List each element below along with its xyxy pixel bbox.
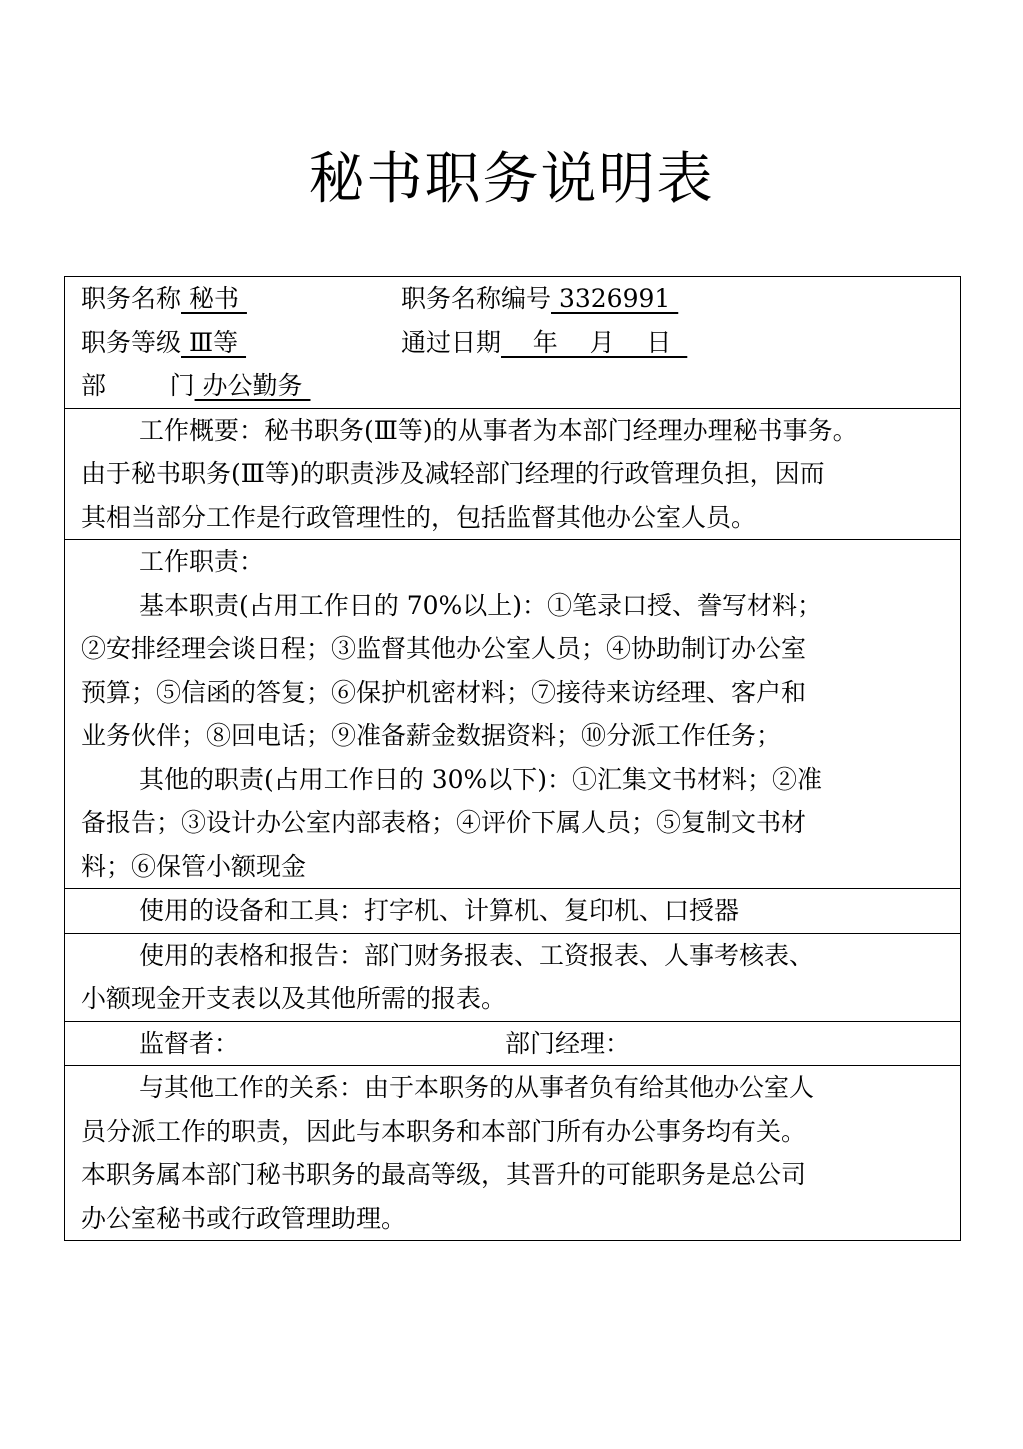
- forms-line: 小额现金开支表以及其他所需的报表。: [81, 984, 507, 1013]
- approval-date-label: 通过日期: [401, 327, 502, 357]
- basic-duties-line: 预算；⑤信函的答复；⑥保护机密材料；⑦接待来访经理、客户和: [81, 677, 807, 707]
- header-line-2: [81, 321, 960, 365]
- job-grade-value: Ⅲ等: [181, 327, 247, 357]
- basic-duties-line: 业务伙伴；⑧回电话；⑨准备薪金数据资料；⑩分派工作任务；: [81, 721, 782, 750]
- header-line-1: [81, 277, 960, 321]
- signature-line: [81, 1022, 960, 1066]
- equipment-text: 使用的设备和工具：打字机、计算机、复印机、口授器: [139, 896, 740, 925]
- equipment-section: [65, 888, 960, 933]
- basic-duties-line: ②安排经理会谈日程；③监督其他办公室人员；④协助制订办公室: [81, 634, 807, 663]
- job-code-value: 3326991: [551, 284, 679, 313]
- summary-line: 工作概要：秘书职务(Ⅲ等)的从事者为本部门经理办理秘书事务。: [139, 415, 858, 445]
- relations-line: 本职务属本部门秘书职务的最高等级，其晋升的可能职务是总公司: [81, 1160, 807, 1189]
- forms-section: [65, 933, 960, 1021]
- department-value: 办公勤务: [194, 371, 311, 400]
- job-grade-label: 职务等级: [81, 327, 182, 357]
- forms-line: 使用的表格和报告：部门财务报表、工资报表、人事考核表、: [139, 940, 815, 970]
- job-name-value: 秘书: [181, 284, 247, 313]
- header-section: [65, 277, 960, 408]
- approval-date-value: 年 月 日: [501, 327, 688, 357]
- other-duties-line: 备报告；③设计办公室内部表格；④评价下属人员；⑤复制文书材: [81, 808, 807, 837]
- summary-line: 其相当部分工作是行政管理性的，包括监督其他办公室人员。: [81, 502, 757, 532]
- summary-line: 由于秘书职务(Ⅲ等)的职责涉及减轻部门经理的行政管理负担，因而: [81, 459, 825, 488]
- job-description-table: [64, 276, 961, 1241]
- other-duties-line: 料；⑥保管小额现金: [81, 851, 307, 881]
- page-title: 秘书职务说明表: [308, 147, 715, 212]
- job-code-label: 职务名称编号: [401, 284, 552, 313]
- duties-section: [65, 539, 960, 888]
- manager-label: 部门经理：: [505, 1028, 631, 1058]
- summary-section: [65, 408, 960, 540]
- header-line-3: [81, 364, 960, 408]
- job-name-label: 职务名称: [81, 284, 182, 313]
- other-duties-line: 其他的职责(占用工作日的 30%以下)：①汇集文书材料；②准: [139, 764, 823, 794]
- signature-section: [65, 1021, 960, 1066]
- relations-line: 员分派工作的职责，因此与本职务和本部门所有办公事务均有关。: [81, 1116, 807, 1146]
- relations-line: 与其他工作的关系：由于本职务的从事者负有给其他办公室人: [139, 1073, 815, 1102]
- relations-section: [65, 1065, 960, 1240]
- basic-duties-line: 基本职责(占用工作日的 70%以上)：①笔录口授、誊写材料；: [139, 590, 823, 620]
- relations-line: 办公室秘书或行政管理助理。: [81, 1203, 407, 1233]
- department-label: 部 门: [81, 371, 195, 400]
- supervisor-label: 监督者：: [139, 1028, 240, 1058]
- duties-heading: 工作职责：: [139, 547, 265, 576]
